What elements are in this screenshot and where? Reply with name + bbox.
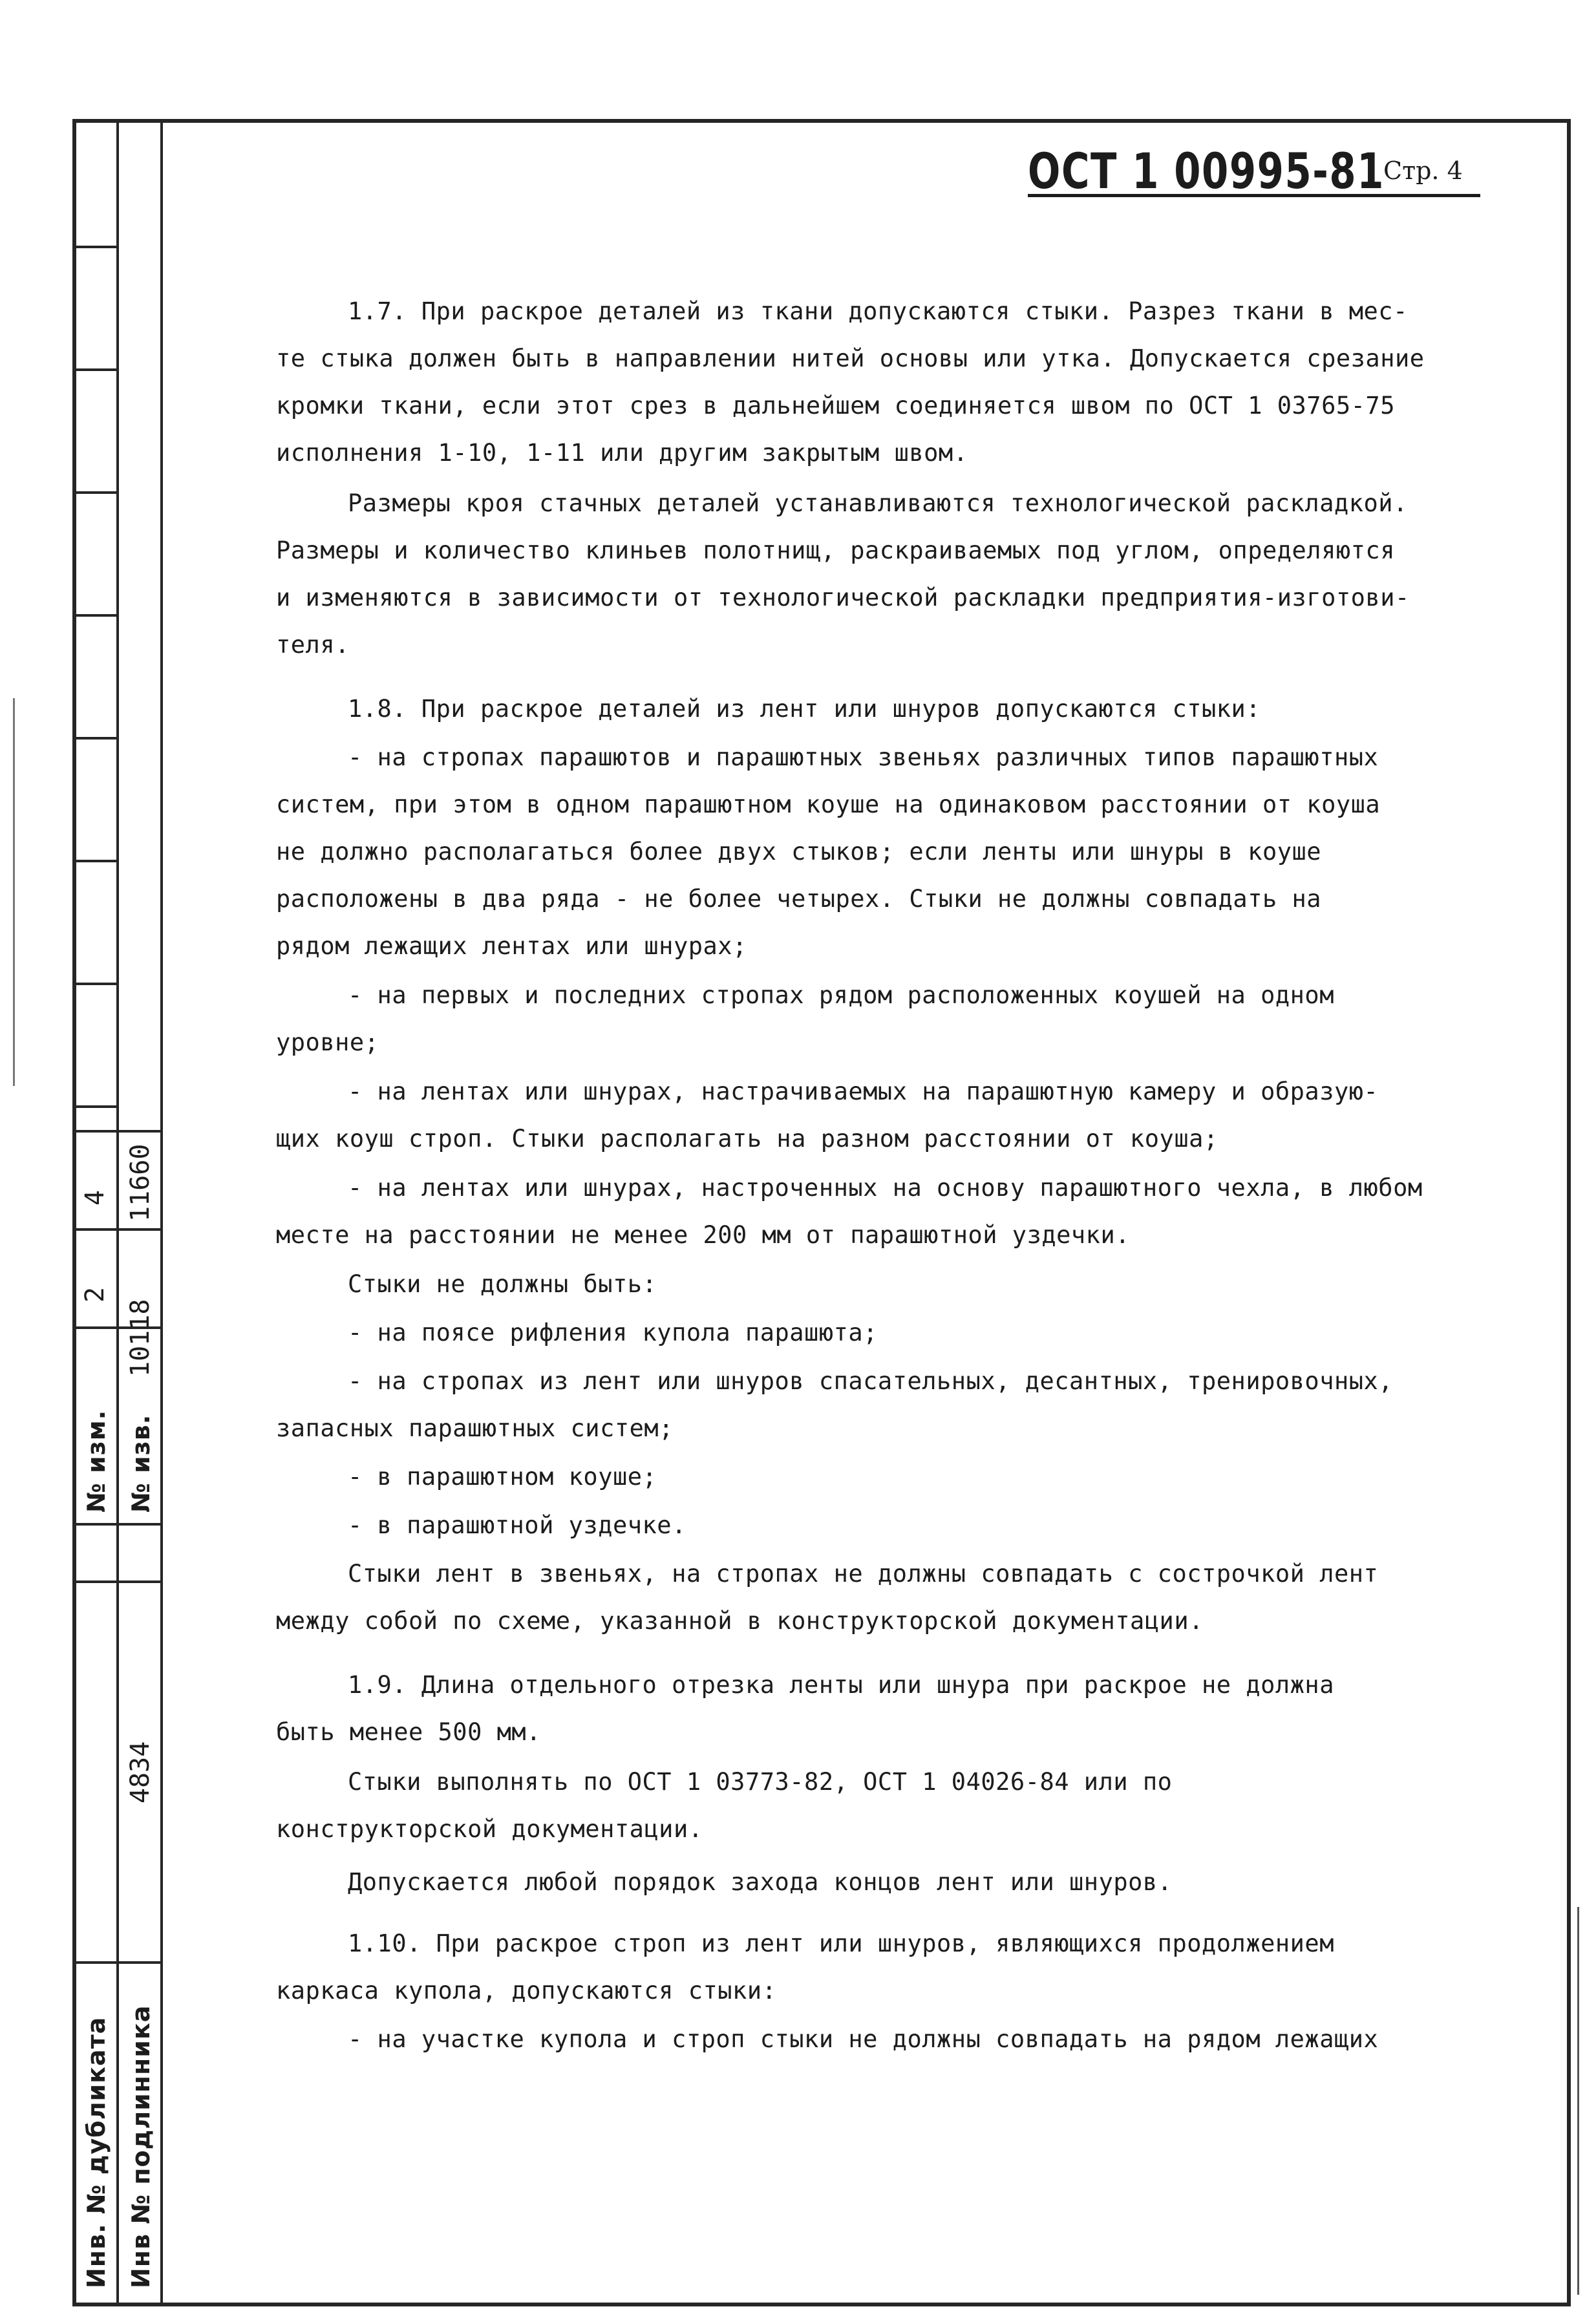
text-line: Стыки выполнять по ОСТ 1 03773-82, ОСТ 1 04026-84 или по [348,1768,1173,1796]
text-line: Размеры и количество клиньев полотнищ, раскраиваемых под углом, определяются [276,537,1395,564]
text-line: 1.9. Длина отдельного отрезка ленты или шнура при раскрое не должна [348,1671,1334,1699]
text-line: месте на расстоянии не менее 200 мм от парашютной уздечки. [276,1221,1131,1249]
text-line: - на поясе рифления купола парашюта; [348,1319,878,1346]
text-line: расположены в два ряда - не более четырех. Стыки не должны совпадать на [276,885,1322,913]
text-line: - на стропах из лент или шнуров спасательных, десантных, тренировочных, [348,1367,1394,1395]
stamp-label-dubl: Инв. № дубликата [82,2016,111,2288]
stamp-divider [72,1105,119,1108]
text-line: кромки ткани, если этот срез в дальнейшем соединяется швом по ОСТ 1 03765-75 [276,392,1395,420]
stamp-divider [72,1580,163,1583]
text-line: - на стропах парашютов и парашютных звеньях различных типов парашютных [348,743,1379,771]
stamp-divider [72,1961,163,1964]
text-line: запасных парашютных систем; [276,1414,674,1442]
stamp-label-izm: № изм. [82,1409,111,1513]
stamp-label-podl: Инв № подлинника [127,2005,155,2288]
stamp-izm-value: 2 [80,1286,110,1303]
scan-edge-line [1577,1907,1579,2295]
stamp-divider [72,737,119,740]
text-line: каркаса купола, допускаются стыки: [276,1977,777,2005]
text-line: щих коуш строп. Стыки располагать на разном расстоянии от коуша; [276,1125,1218,1153]
text-line: Допускается любой порядок захода концов лент или шнуров. [348,1868,1173,1896]
text-line: Размеры кроя стачных деталей устанавливаются технологической раскладкой. [348,489,1408,517]
text-line: - в парашютном коуше; [348,1463,657,1491]
stamp-izv-value: 11660 [125,1144,155,1222]
stamp-divider [72,246,119,248]
stamp-column-left [72,119,119,2306]
header-underline [1028,194,1480,197]
page-number: Стр. 4 [1383,156,1463,185]
stamp-divider [72,860,119,862]
text-line: уровне; [276,1028,379,1056]
text-line: - на лентах или шнурах, настроченных на основу парашютного чехла, в любом [348,1174,1423,1202]
stamp-divider [72,491,119,494]
text-line: - на первых и последних стропах рядом расположенных коушей на одном [348,981,1334,1009]
text-line: быть менее 500 мм. [276,1718,541,1746]
text-line: 1.8. При раскрое деталей из лент или шнуров допускаются стыки: [348,695,1261,723]
text-line: - на лентах или шнурах, настрачиваемых на парашютную камеру и образую- [348,1078,1379,1105]
stamp-izm-value: 4 [80,1189,110,1206]
text-line: - в парашютной уздечке. [348,1511,686,1539]
text-line: систем, при этом в одном парашютном коуше на одинаковом расстоянии от коуша [276,791,1381,818]
stamp-divider [72,1130,163,1133]
text-line: 1.7. При раскрое деталей из ткани допускаются стыки. Разрез ткани в мес- [348,297,1408,325]
stamp-divider [72,368,119,371]
text-line: те стыка должен быть в направлении нитей основы или утка. Допускается срезание [276,345,1425,372]
stamp-divider [72,1523,163,1526]
stamp-divider [72,614,119,617]
text-line: Стыки не должны быть: [348,1270,657,1298]
text-line: не должно располагаться более двух стыков; если ленты или шнуры в коуше [276,838,1322,866]
text-line: - на участке купола и строп стыки не должны совпадать на рядом лежащих [348,2025,1379,2053]
stamp-divider [72,1228,163,1231]
text-line: 1.10. При раскрое строп из лент или шнуров, являющихся продолжением [348,1930,1334,1957]
scan-edge-line [13,698,15,1086]
text-line: рядом лежащих лентах или шнурах; [276,932,747,960]
stamp-label-izv: № изв. [127,1414,155,1513]
stamp-divider [72,983,119,985]
document-number: ОСТ 1 00995-81 [1028,142,1385,200]
text-line: Стыки лент в звеньях, на стропах не должны совпадать с сострочкой лент [348,1560,1379,1588]
stamp-izv-value: 10118 [125,1299,155,1377]
text-line: исполнения 1-10, 1-11 или другим закрытым швом. [276,439,968,467]
text-line: теля. [276,631,350,659]
text-line: между собой по схеме, указанной в конструкторской документации. [276,1607,1204,1635]
text-line: и изменяются в зависимости от технологической раскладки предприятия-изготови- [276,584,1410,612]
stamp-podl-value: 4834 [125,1741,155,1804]
text-line: конструкторской документации. [276,1815,703,1843]
